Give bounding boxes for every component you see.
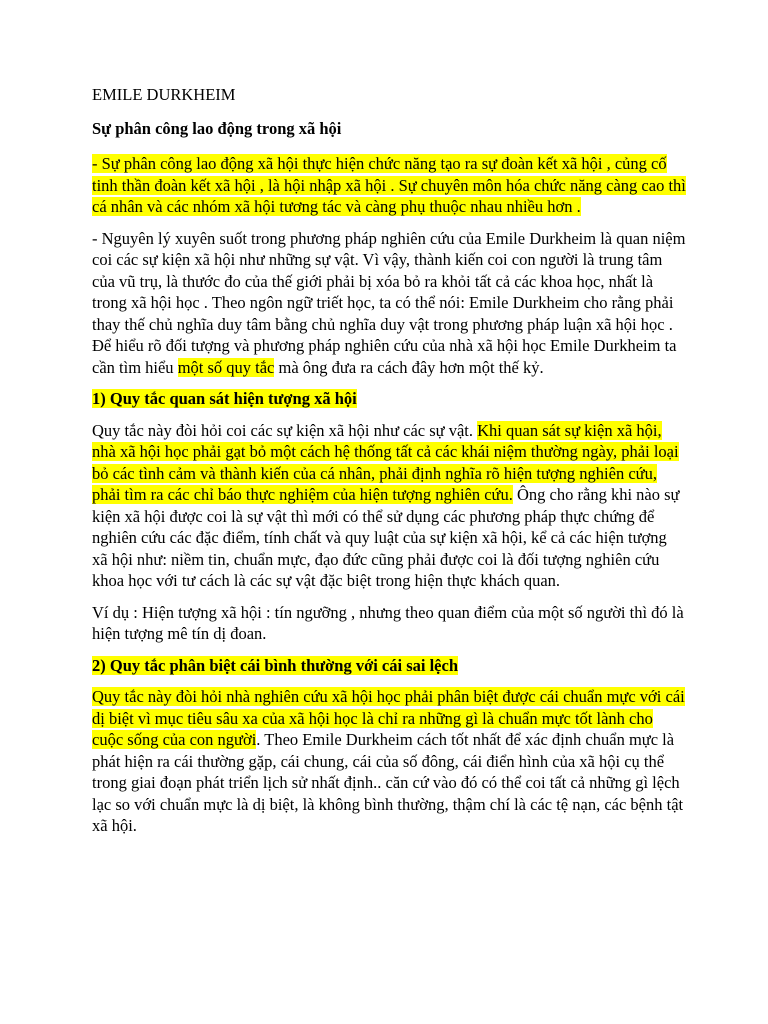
highlighted-text: - Sự phân công lao động xã hội thực hiện chức năng tạo ra sự đoàn kết xã hội , củng cố tinh thần đoàn kết xã hội , là hội nhập xã hội . Sự chuyên môn hóa chức năng càng cao thì cá nhân và các nhóm xã hội tương tác và càng phụ thuộc nhau nhiều hơn . (92, 154, 686, 216)
paragraph-4: Ví dụ : Hiện tượng xã hội : tín ngưỡng , nhưng theo quan điểm của một số người thì đó là hiện tượng mê tín dị đoan. (92, 602, 684, 643)
section-heading-1: 1) Quy tắc quan sát hiện tượng xã hội (92, 389, 357, 408)
paragraph-1 (92, 153, 686, 218)
body-text: . Theo Emile Durkheim cách tốt nhất để xác định chuẩn mực là phát hiện ra cái thường gặp, cái chung, cái của số đông, cái điển hình của xã hội cụ thể trong giai đoạn phát triển lịch sử nhất định.. căn cứ vào đó có thể coi tất cả những gì lệch lạc so với chuẩn mực là dị biệt, là không bình thường, thậm chí là các tệ nạn, các bệnh tật xã hội. (92, 730, 684, 835)
document-title: EMILE DURKHEIM (92, 85, 236, 104)
highlighted-text: Khi quan sát sự kiện xã hội, nhà xã hội học phải gạt bỏ một cách hệ thống tất cả các khái niệm thường ngày, phải loại bỏ các tình cảm và thành kiến của cá nhân, phải định nghĩa rõ hiện tượng nghiên cứu, phải tìm ra các chỉ báo thực nghiệm của hiện tượng nghiên cứu. (92, 420, 679, 504)
body-text: mà ông đưa ra cách đây hơn một thế kỷ. (274, 357, 544, 377)
body-text: - Nguyên lý xuyên suốt trong phương pháp nghiên cứu của Emile Durkheim là quan niệm coi các sự kiện xã hội như những sự vật. Vì vậy, thành kiến coi con người là trung tâm của vũ trụ, là thước đo của thế giới phải bị xóa bỏ ra khỏi tất cả các khoa học, nhất là trong xã hội học . Theo ngôn ngữ triết học, ta có thể nói: Emile Durkheim cho rằng phải thay thế chủ nghĩa duy tâm bằng chủ nghĩa duy vật trong phương pháp luận xã hội học . Để hiểu rõ đối tượng và phương pháp nghiên cứu của nhà xã hội học Emile Durkheim ta cần tìm hiểu (92, 228, 686, 377)
body-text: Quy tắc này đòi hỏi coi các sự kiện xã hội như các sự vật. (92, 420, 478, 440)
highlighted-text: Quy tắc này đòi hỏi nhà nghiên cứu xã hội học phải phân biệt được cái chuẩn mực với cái dị biệt vì mục tiêu sâu xa của xã hội học là chỉ ra những gì là chuẩn mực tốt lành cho cuộc sống của con người (92, 687, 685, 749)
highlighted-text: một số quy tắc (177, 357, 275, 377)
document-subtitle: Sự phân công lao động trong xã hội (92, 118, 342, 138)
body-text: Ông cho rằng khi nào sự kiện xã hội được coi là sự vật thì mới có thể sử dụng các phương pháp thực chứng để nghiên cứu các đặc điểm, tính chất và quy luật của sự kiện xã hội, kể cả các hiện tượng xã hội như: niềm tin, chuẩn mực, đạo đức cũng phải được coi là đối tượng nghiên cứu khoa học với tư cách là các sự vật đặc biệt trong hiện thực khách quan. (92, 485, 680, 590)
paragraph-2 (92, 228, 686, 379)
paragraph-3 (92, 420, 686, 592)
section-heading-2: 2) Quy tắc phân biệt cái bình thường với cái sai lệch (92, 655, 459, 675)
paragraph-5 (92, 686, 686, 837)
